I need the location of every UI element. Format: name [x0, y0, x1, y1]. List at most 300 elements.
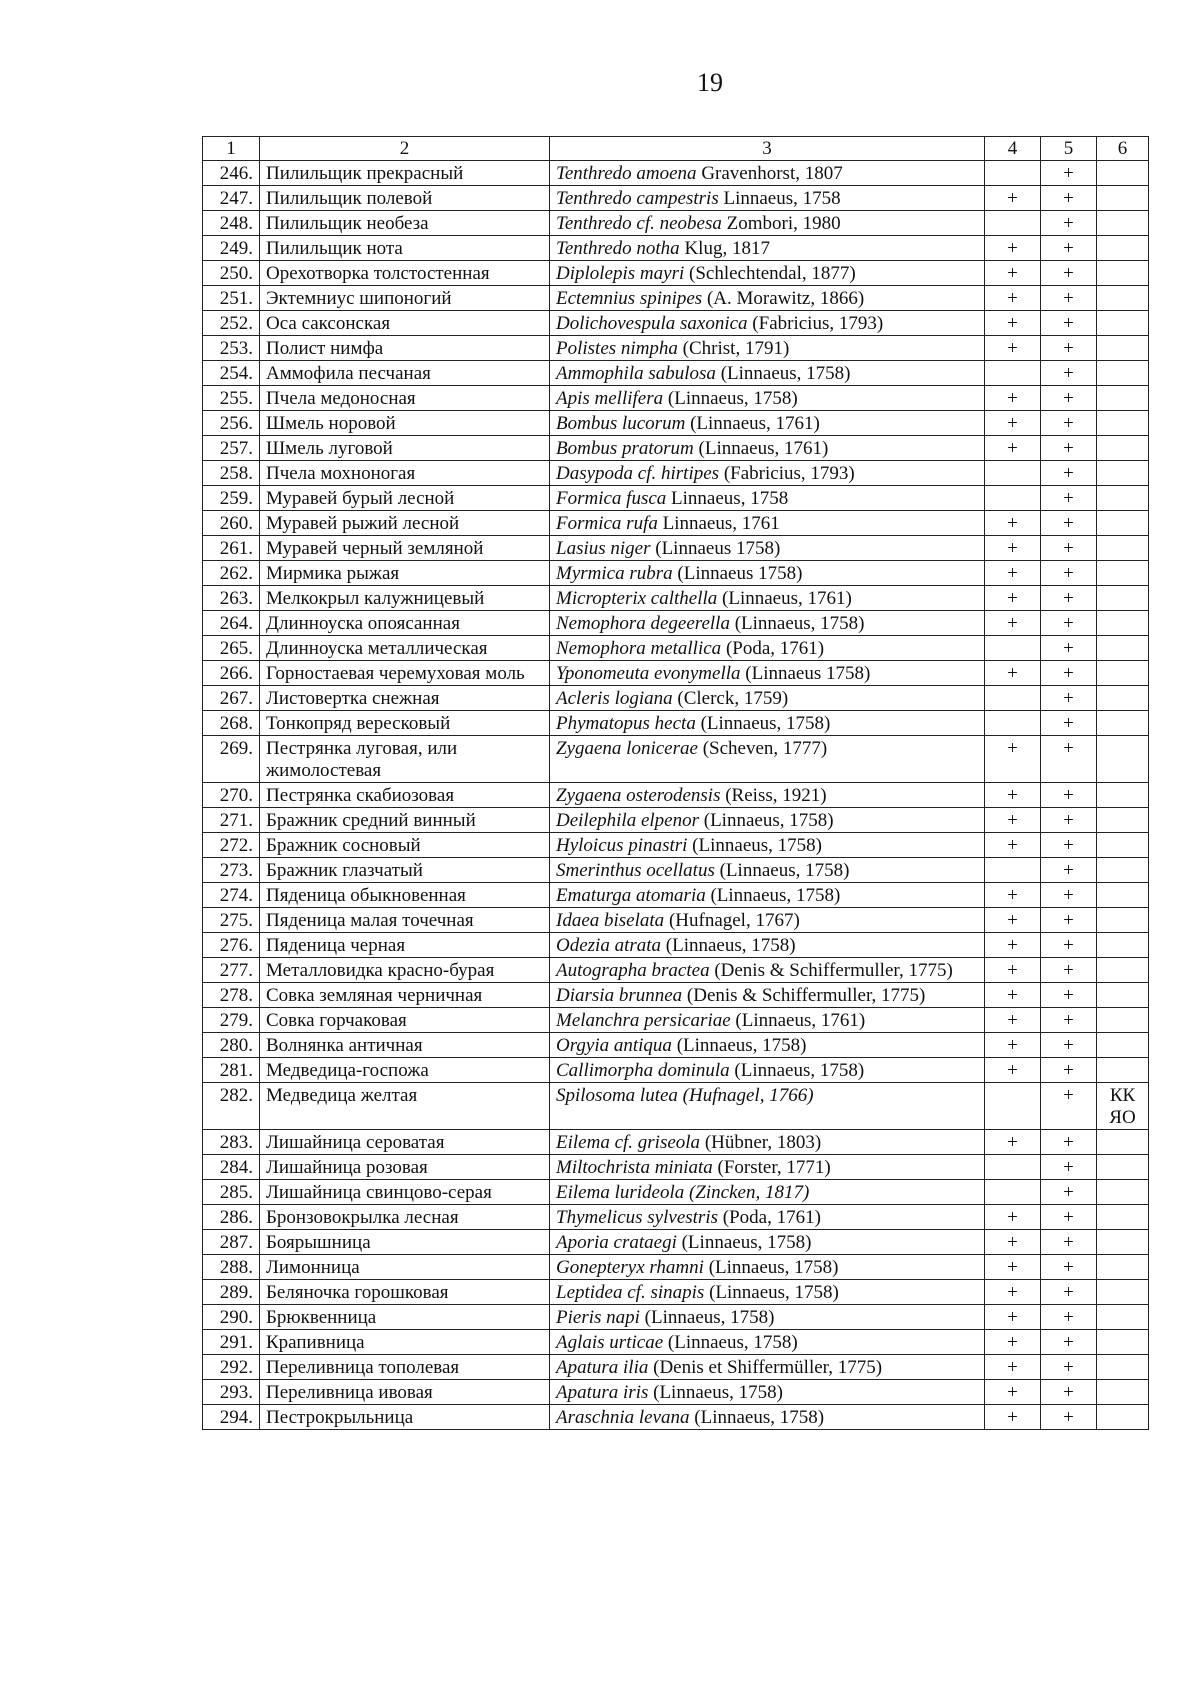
- latin-name-authority: (Linnaeus, 1758): [671, 1035, 807, 1056]
- latin-name-italic: Dasypoda cf. hirtipes: [556, 463, 720, 484]
- status-note: [1097, 186, 1149, 211]
- latin-name-authority: (Linnaeus, 1761): [685, 413, 820, 434]
- latin-name-italic: Aglais urticae: [556, 1332, 664, 1353]
- latin-name: [550, 711, 985, 736]
- table-row: [203, 436, 1149, 461]
- table-row: [203, 1255, 1149, 1280]
- latin-name: [550, 1155, 985, 1180]
- status-note: [1097, 286, 1149, 311]
- row-number: 268.: [203, 711, 260, 736]
- latin-name-italic: Zygaena osterodensis: [556, 785, 721, 806]
- latin-name-authority: (Fabricius, 1793): [747, 313, 884, 334]
- latin-name: [550, 186, 985, 211]
- presence-mark-col5: +: [1041, 711, 1097, 736]
- latin-name-italic: Spilosoma lutea (Hufnagel, 1766): [556, 1085, 814, 1106]
- row-number: 279.: [203, 1008, 260, 1033]
- latin-name-italic: Aporia crataegi: [556, 1232, 677, 1253]
- table-row: [203, 686, 1149, 711]
- presence-mark-col5: +: [1041, 1033, 1097, 1058]
- status-note: [1097, 1355, 1149, 1380]
- presence-mark-col4: +: [985, 833, 1041, 858]
- latin-name-authority: (Linnaeus, 1758): [648, 1382, 783, 1403]
- latin-name-italic: Orgyia antiqua: [556, 1035, 672, 1056]
- latin-name-italic: Odezia atrata: [556, 935, 662, 956]
- russian-name: Листовертка снежная: [260, 686, 550, 711]
- latin-name-italic: Gonepteryx rhamni: [556, 1257, 704, 1278]
- status-note: [1097, 1255, 1149, 1280]
- presence-mark-col5: +: [1041, 1155, 1097, 1180]
- row-number: 284.: [203, 1155, 260, 1180]
- latin-name-authority: (Linnaeus, 1758): [729, 1060, 865, 1081]
- russian-name: Пилильщик нота: [260, 236, 550, 261]
- presence-mark-col5: +: [1041, 511, 1097, 536]
- row-number: 249.: [203, 236, 260, 261]
- presence-mark-col4: +: [985, 236, 1041, 261]
- latin-name: [550, 1255, 985, 1280]
- table-row: [203, 1083, 1149, 1130]
- latin-name: [550, 286, 985, 311]
- presence-mark-col5: +: [1041, 1180, 1097, 1205]
- row-number: 263.: [203, 586, 260, 611]
- presence-mark-col4: [985, 486, 1041, 511]
- status-note: [1097, 1130, 1149, 1155]
- status-note: [1097, 311, 1149, 336]
- latin-name-italic: Micropterix calthella: [556, 588, 718, 609]
- row-number: 265.: [203, 636, 260, 661]
- status-note: [1097, 436, 1149, 461]
- presence-mark-col5: +: [1041, 908, 1097, 933]
- presence-mark-col5: +: [1041, 1405, 1097, 1430]
- latin-name: [550, 1405, 985, 1430]
- status-note: [1097, 686, 1149, 711]
- latin-name: [550, 933, 985, 958]
- russian-name: Бронзовокрылка лесная: [260, 1205, 550, 1230]
- latin-name-italic: Araschnia levana: [556, 1407, 690, 1428]
- latin-name-authority: (Denis & Schiffermuller, 1775): [709, 960, 953, 981]
- russian-name: Лишайница сероватая: [260, 1130, 550, 1155]
- status-note: [1097, 361, 1149, 386]
- latin-name-authority: (Linnaeus 1758): [672, 563, 803, 584]
- latin-name-italic: Diarsia brunnea: [556, 985, 683, 1006]
- table-row: [203, 983, 1149, 1008]
- presence-mark-col4: +: [985, 586, 1041, 611]
- row-number: 277.: [203, 958, 260, 983]
- presence-mark-col4: +: [985, 1380, 1041, 1405]
- latin-name-italic: Ectemnius spinipes: [556, 288, 703, 309]
- presence-mark-col4: [985, 1155, 1041, 1180]
- row-number: 276.: [203, 933, 260, 958]
- row-number: 253.: [203, 336, 260, 361]
- latin-name-authority: (Schlechtendal, 1877): [684, 263, 856, 284]
- presence-mark-col4: [985, 211, 1041, 236]
- presence-mark-col4: +: [985, 808, 1041, 833]
- column-header-1: 1: [203, 137, 260, 161]
- russian-name: Переливница ивовая: [260, 1380, 550, 1405]
- presence-mark-col4: [985, 361, 1041, 386]
- latin-name-italic: Ammophila sabulosa: [556, 363, 716, 384]
- row-number: 247.: [203, 186, 260, 211]
- presence-mark-col4: +: [985, 1355, 1041, 1380]
- table-row: [203, 883, 1149, 908]
- presence-mark-col5: +: [1041, 161, 1097, 186]
- latin-name-italic: Miltochrista miniata: [556, 1157, 713, 1178]
- russian-name: Пяденица малая точечная: [260, 908, 550, 933]
- status-note: [1097, 783, 1149, 808]
- latin-name-authority: Linnaeus, 1761: [657, 513, 780, 534]
- russian-name: Лишайница розовая: [260, 1155, 550, 1180]
- table-row: [203, 186, 1149, 211]
- row-number: 274.: [203, 883, 260, 908]
- status-note: [1097, 486, 1149, 511]
- status-note: [1097, 1305, 1149, 1330]
- column-header-4: 4: [985, 137, 1041, 161]
- presence-mark-col5: +: [1041, 561, 1097, 586]
- latin-name-italic: Apatura iris: [556, 1382, 649, 1403]
- table-row: [203, 1180, 1149, 1205]
- latin-name: [550, 1008, 985, 1033]
- latin-name-italic: Tenthredo cf. neobesa: [556, 213, 722, 234]
- latin-name-authority: (Linnaeus, 1758): [663, 1332, 798, 1353]
- latin-name: [550, 661, 985, 686]
- russian-name: Оса саксонская: [260, 311, 550, 336]
- latin-name-italic: Zygaena lonicerae: [556, 738, 698, 759]
- presence-mark-col4: +: [985, 1280, 1041, 1305]
- latin-name-authority: (Denis & Schiffermuller, 1775): [682, 985, 926, 1006]
- latin-name-italic: Bombus lucorum: [556, 413, 686, 434]
- latin-name: [550, 1330, 985, 1355]
- column-header-5: 5: [1041, 137, 1097, 161]
- presence-mark-col5: +: [1041, 311, 1097, 336]
- latin-name-authority: (Poda, 1761): [718, 1207, 821, 1228]
- latin-name-authority: (Denis et Shiffermüller, 1775): [648, 1357, 883, 1378]
- table-row: [203, 1355, 1149, 1380]
- russian-name: Пчела медоносная: [260, 386, 550, 411]
- presence-mark-col4: +: [985, 1405, 1041, 1430]
- latin-name-authority: (Linnaeus, 1758): [689, 1407, 825, 1428]
- presence-mark-col5: +: [1041, 186, 1097, 211]
- row-number: 256.: [203, 411, 260, 436]
- status-note: [1097, 1180, 1149, 1205]
- latin-name-authority: (Forster, 1771): [712, 1157, 831, 1178]
- row-number: 281.: [203, 1058, 260, 1083]
- status-note: [1097, 236, 1149, 261]
- latin-name-authority: (Linnaeus, 1758): [714, 860, 850, 881]
- table-row: [203, 1205, 1149, 1230]
- russian-name: Пяденица черная: [260, 933, 550, 958]
- presence-mark-col5: +: [1041, 783, 1097, 808]
- presence-mark-col5: +: [1041, 461, 1097, 486]
- russian-name: Боярышница: [260, 1230, 550, 1255]
- column-header-6: 6: [1097, 137, 1149, 161]
- row-number: 252.: [203, 311, 260, 336]
- latin-name-italic: Acleris logiana: [556, 688, 673, 709]
- presence-mark-col5: +: [1041, 261, 1097, 286]
- presence-mark-col5: +: [1041, 486, 1097, 511]
- latin-name-italic: Eilema cf. griseola: [556, 1132, 701, 1153]
- latin-name-authority: (Linnaeus, 1758): [695, 713, 831, 734]
- latin-name: [550, 908, 985, 933]
- presence-mark-col5: +: [1041, 1280, 1097, 1305]
- presence-mark-col4: +: [985, 286, 1041, 311]
- russian-name: Горностаевая черемуховая моль: [260, 661, 550, 686]
- table-row: [203, 586, 1149, 611]
- row-number: 278.: [203, 983, 260, 1008]
- latin-name: [550, 1083, 985, 1130]
- row-number: 258.: [203, 461, 260, 486]
- russian-name: Беляночка горошковая: [260, 1280, 550, 1305]
- presence-mark-col5: +: [1041, 686, 1097, 711]
- latin-name: [550, 261, 985, 286]
- latin-name-italic: Tenthredo campestris: [556, 188, 719, 209]
- presence-mark-col5: +: [1041, 1355, 1097, 1380]
- presence-mark-col4: [985, 461, 1041, 486]
- latin-name-italic: Nemophora degeerella: [556, 613, 730, 634]
- russian-name: Муравей рыжий лесной: [260, 511, 550, 536]
- row-number: 275.: [203, 908, 260, 933]
- presence-mark-col5: +: [1041, 1305, 1097, 1330]
- latin-name: [550, 161, 985, 186]
- table-row: [203, 361, 1149, 386]
- row-number: 270.: [203, 783, 260, 808]
- presence-mark-col5: +: [1041, 336, 1097, 361]
- latin-name-authority: Linnaeus, 1758: [666, 488, 789, 509]
- table-row: [203, 536, 1149, 561]
- status-note: [1097, 833, 1149, 858]
- table-row: [203, 661, 1149, 686]
- latin-name-authority: (Hufnagel, 1767): [664, 910, 800, 931]
- status-note: [1097, 933, 1149, 958]
- latin-name-authority: (Fabricius, 1793): [719, 463, 855, 484]
- russian-name: Шмель норовой: [260, 411, 550, 436]
- presence-mark-col5: +: [1041, 1330, 1097, 1355]
- presence-mark-col4: [985, 1083, 1041, 1130]
- presence-mark-col5: +: [1041, 883, 1097, 908]
- latin-name-italic: Eilema lurideola (Zincken, 1817): [556, 1182, 810, 1203]
- latin-name-authority: (Reiss, 1921): [720, 785, 827, 806]
- presence-mark-col4: [985, 1180, 1041, 1205]
- table-row: [203, 161, 1149, 186]
- latin-name: [550, 736, 985, 783]
- presence-mark-col4: +: [985, 1230, 1041, 1255]
- status-note: [1097, 261, 1149, 286]
- presence-mark-col5: +: [1041, 211, 1097, 236]
- latin-name: [550, 858, 985, 883]
- table-row: [203, 1130, 1149, 1155]
- latin-name-italic: Polistes nimpha: [556, 338, 678, 359]
- presence-mark-col4: +: [985, 1330, 1041, 1355]
- presence-mark-col5: +: [1041, 361, 1097, 386]
- latin-name: [550, 1033, 985, 1058]
- latin-name-authority: (Linnaeus, 1758): [687, 835, 822, 856]
- latin-name: [550, 536, 985, 561]
- presence-mark-col5: +: [1041, 1130, 1097, 1155]
- presence-mark-col4: +: [985, 411, 1041, 436]
- table-row: [203, 833, 1149, 858]
- latin-name: [550, 1355, 985, 1380]
- column-header-2: 2: [260, 137, 550, 161]
- row-number: 250.: [203, 261, 260, 286]
- russian-name: Мелкокрыл калужницевый: [260, 586, 550, 611]
- row-number: 261.: [203, 536, 260, 561]
- row-number: 272.: [203, 833, 260, 858]
- presence-mark-col5: +: [1041, 386, 1097, 411]
- presence-mark-col4: [985, 686, 1041, 711]
- presence-mark-col4: +: [985, 536, 1041, 561]
- status-note: КК ЯО: [1097, 1083, 1149, 1130]
- latin-name-authority: (Linnaeus, 1761): [730, 1010, 866, 1031]
- presence-mark-col4: +: [985, 611, 1041, 636]
- latin-name-italic: Apis mellifera: [556, 388, 664, 409]
- presence-mark-col4: [985, 858, 1041, 883]
- latin-name-italic: Lasius niger: [556, 538, 651, 559]
- latin-name: [550, 311, 985, 336]
- latin-name-authority: (Linnaeus, 1758): [705, 885, 841, 906]
- presence-mark-col4: +: [985, 261, 1041, 286]
- latin-name-authority: (Linnaeus, 1758): [663, 388, 798, 409]
- latin-name-authority: (Linnaeus, 1758): [639, 1307, 775, 1328]
- presence-mark-col4: +: [985, 561, 1041, 586]
- row-number: 291.: [203, 1330, 260, 1355]
- status-note: [1097, 411, 1149, 436]
- table-row: [203, 1058, 1149, 1083]
- status-note: [1097, 1033, 1149, 1058]
- latin-name-authority: (Linnaeus, 1758): [699, 810, 834, 831]
- table-row: [203, 1405, 1149, 1430]
- status-note: [1097, 211, 1149, 236]
- status-note: [1097, 161, 1149, 186]
- row-number: 285.: [203, 1180, 260, 1205]
- latin-name-italic: Idaea biselata: [556, 910, 665, 931]
- latin-name-italic: Phymatopus hecta: [556, 713, 696, 734]
- presence-mark-col5: +: [1041, 411, 1097, 436]
- row-number: 259.: [203, 486, 260, 511]
- row-number: 286.: [203, 1205, 260, 1230]
- russian-name: Крапивница: [260, 1330, 550, 1355]
- table-row: [203, 211, 1149, 236]
- latin-name: [550, 386, 985, 411]
- latin-name: [550, 1230, 985, 1255]
- status-note: [1097, 561, 1149, 586]
- latin-name-authority: (Linnaeus 1758): [740, 663, 871, 684]
- presence-mark-col4: +: [985, 186, 1041, 211]
- row-number: 282.: [203, 1083, 260, 1130]
- latin-name: [550, 1130, 985, 1155]
- presence-mark-col5: +: [1041, 536, 1097, 561]
- presence-mark-col5: +: [1041, 858, 1097, 883]
- latin-name: [550, 336, 985, 361]
- latin-name-authority: (Linnaeus, 1761): [717, 588, 852, 609]
- latin-name: [550, 436, 985, 461]
- table-row: [203, 486, 1149, 511]
- latin-name: [550, 1305, 985, 1330]
- presence-mark-col5: +: [1041, 958, 1097, 983]
- russian-name: Пчела мохноногая: [260, 461, 550, 486]
- table-row: [203, 611, 1149, 636]
- status-note: [1097, 636, 1149, 661]
- table-row: [203, 933, 1149, 958]
- row-number: 260.: [203, 511, 260, 536]
- latin-name: [550, 511, 985, 536]
- row-number: 262.: [203, 561, 260, 586]
- species-table: [202, 136, 1149, 1430]
- presence-mark-col5: +: [1041, 236, 1097, 261]
- latin-name: [550, 236, 985, 261]
- latin-name-authority: (Linnaeus, 1758): [703, 1257, 839, 1278]
- presence-mark-col5: +: [1041, 1380, 1097, 1405]
- table-row: [203, 386, 1149, 411]
- latin-name: [550, 611, 985, 636]
- row-number: 264.: [203, 611, 260, 636]
- latin-name-italic: Nemophora metallica: [556, 638, 722, 659]
- russian-name: Медведица желтая: [260, 1083, 550, 1130]
- latin-name-authority: (Clerck, 1759): [672, 688, 789, 709]
- row-number: 269.: [203, 736, 260, 783]
- russian-name: Длинноуска металлическая: [260, 636, 550, 661]
- latin-name-italic: Smerinthus ocellatus: [556, 860, 715, 881]
- presence-mark-col4: +: [985, 958, 1041, 983]
- presence-mark-col4: +: [985, 386, 1041, 411]
- presence-mark-col5: +: [1041, 933, 1097, 958]
- status-note: [1097, 1405, 1149, 1430]
- table-row: [203, 1008, 1149, 1033]
- table-row: [203, 858, 1149, 883]
- latin-name: [550, 211, 985, 236]
- row-number: 289.: [203, 1280, 260, 1305]
- russian-name: Лимонница: [260, 1255, 550, 1280]
- status-note: [1097, 386, 1149, 411]
- presence-mark-col4: +: [985, 783, 1041, 808]
- latin-name: [550, 1380, 985, 1405]
- russian-name: Эктемниус шипоногий: [260, 286, 550, 311]
- latin-name: [550, 411, 985, 436]
- table-row: [203, 1280, 1149, 1305]
- row-number: 290.: [203, 1305, 260, 1330]
- row-number: 267.: [203, 686, 260, 711]
- latin-name-italic: Diplolepis mayri: [556, 263, 685, 284]
- latin-name: [550, 586, 985, 611]
- latin-name: [550, 361, 985, 386]
- table-body: [203, 161, 1149, 1430]
- table-row: [203, 286, 1149, 311]
- russian-name: Бражник сосновый: [260, 833, 550, 858]
- russian-name: Длинноуска опоясанная: [260, 611, 550, 636]
- presence-mark-col4: +: [985, 883, 1041, 908]
- latin-name-authority: (Linnaeus 1758): [650, 538, 781, 559]
- russian-name: Тонкопряд вересковый: [260, 711, 550, 736]
- latin-name: [550, 783, 985, 808]
- table-row: [203, 311, 1149, 336]
- presence-mark-col4: +: [985, 511, 1041, 536]
- table-row: [203, 636, 1149, 661]
- status-note: [1097, 661, 1149, 686]
- table-row: [203, 908, 1149, 933]
- table-row: [203, 236, 1149, 261]
- presence-mark-col4: +: [985, 1305, 1041, 1330]
- status-note: [1097, 1155, 1149, 1180]
- russian-name: Пилильщик необеза: [260, 211, 550, 236]
- latin-name: [550, 1058, 985, 1083]
- latin-name-italic: Apatura ilia: [556, 1357, 649, 1378]
- table-row: [203, 1230, 1149, 1255]
- latin-name-authority: (Hübner, 1803): [700, 1132, 822, 1153]
- latin-name: [550, 1205, 985, 1230]
- presence-mark-col5: +: [1041, 611, 1097, 636]
- table-row: [203, 1380, 1149, 1405]
- presence-mark-col5: +: [1041, 1230, 1097, 1255]
- table-row: [203, 783, 1149, 808]
- row-number: 280.: [203, 1033, 260, 1058]
- table-row: [203, 808, 1149, 833]
